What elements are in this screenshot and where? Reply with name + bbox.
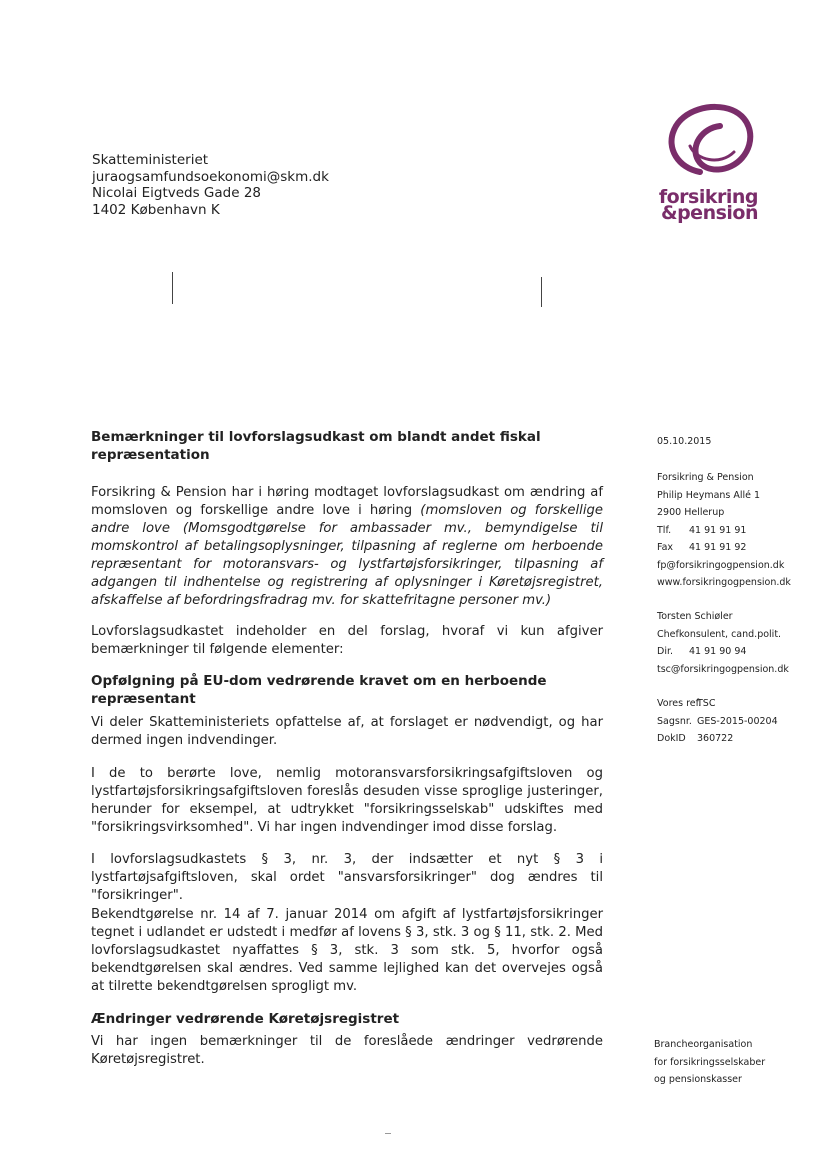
recipient-line: Skatteministeriet — [92, 152, 209, 168]
fold-mark-right — [541, 277, 542, 307]
reference-docid: DokID 360722 — [657, 733, 734, 744]
reference-block — [657, 695, 778, 748]
fold-mark-left — [172, 272, 173, 304]
sender-website: www.forsikringogpension.dk — [657, 577, 791, 588]
paragraph-language — [91, 765, 603, 837]
letter-title — [91, 428, 603, 464]
eu-agree-text: Vi deler Skatteministeriets opfattelse af, at forslaget er nødvendigt, og har dermed ingen indvendinger. — [91, 715, 603, 748]
paragraph-eu-agree — [91, 714, 603, 750]
recipient-line: Nicolai Eigtveds Gade 28 — [92, 185, 262, 201]
scan-mark — [385, 1133, 391, 1134]
sender-street: Philip Heymans Allé 1 — [657, 489, 761, 501]
paragraph-intro — [91, 484, 603, 610]
paragraph-vehicle — [91, 1033, 603, 1069]
recipient-email: juraogsamfundsoekonomi@skm.dk — [92, 168, 329, 185]
recipient-line: 1402 København K — [92, 201, 220, 218]
section-heading-eu — [91, 672, 603, 708]
organization-description — [654, 1036, 765, 1089]
eu-heading: Opfølgning på EU-dom vedrørende kravet om en herboende repræsentant — [91, 673, 547, 707]
logo-line: forsikring — [658, 186, 758, 208]
letter-heading: Bemærkninger til lovforslagsudkast om blandt andet fiskal repræsentation — [91, 429, 541, 463]
paragraph-section3 — [91, 851, 603, 905]
paragraph-order — [91, 906, 603, 996]
letter-date — [657, 433, 711, 451]
intro-text: Forsikring & Pension har i høring modtaget lovforslagsudkast om ændring af momsloven og forskellige andre love i høring — [91, 485, 603, 518]
paragraph-scope — [91, 623, 603, 659]
footer-line: for forsikringsselskaber — [654, 1056, 766, 1068]
date-text: 05.10.2015 — [657, 436, 712, 447]
sender-city: 2900 Hellerup — [657, 507, 725, 518]
intro-italic-text: (momsloven og forskellige andre love (Momsgodtgørelse for ambassader mv., bemyndigelse til momskontrol af betalingsoplysninger, tilpasning af reglerne om herboende repræsentant for motoransvars- og lystfartøjsforsikringer, tilpasning af adgangen til indhentelse og registrering af oplysninger i Køretøjsregistret, afskaffelse af befordringsfradrag mv. for skattefritagne personer mv.) — [91, 503, 603, 608]
section3-text: I lovforslagsudkastets § 3, nr. 3, der indsætter et nyt § 3 i lystfartøjsafgiftsloven, skal ordet "ansvarsforsikringer" dog ændres til "forsikringer". — [91, 852, 603, 903]
sender-phone: Tlf. 41 91 91 91 — [657, 524, 747, 536]
footer-line: og pensionskasser — [654, 1074, 742, 1085]
order-text: Bekendtgørelse nr. 14 af 7. januar 2014 om afgift af lystfartøjsforsikringer tegnet i udlandet er udstedt i medfør af lovens § 3, stk. 3 og § 11, stk. 2. Med lovforslagsudkastet nyaffattes § 3, stk. 3 som stk. 5, hvorfor også bekendtgørelsen skal ændres. Ved samme lejlighed kan det overvejes også at tilrette bekendtgørelsen sprogligt mv. — [91, 907, 603, 994]
section-heading-vehicle — [91, 1010, 603, 1028]
language-text: I de to berørte love, nemlig motoransvarsforsikringsafgiftsloven og lystfartøjsforsikringsafgiftsloven foreslås desuden visse sproglige justeringer, herunder for eksempel, at udtrykket "forsikringsselskab" udskiftes med "forsikringsvirksomhed". Vi har ingen indvendinger imod disse forslag. — [91, 766, 603, 835]
contact-email: tsc@forsikringogpension.dk — [657, 663, 789, 675]
sender-contact-block — [657, 469, 791, 592]
contact-person-block — [657, 608, 789, 678]
logo-line: &pension — [661, 202, 758, 224]
sender-fax: Fax 41 91 91 92 — [657, 542, 747, 553]
reference-case: Sagsnr. GES-2015-00204 — [657, 715, 778, 727]
sender-org: Forsikring & Pension — [657, 472, 754, 483]
recipient-address — [92, 152, 329, 218]
vehicle-heading: Ændringer vedrørende Køretøjsregistret — [91, 1011, 400, 1027]
reference-ours: Vores ref.TSC — [657, 698, 716, 709]
footer-line: Brancheorganisation — [654, 1039, 753, 1050]
company-logo — [640, 96, 780, 226]
contact-name: Torsten Schiøler — [657, 611, 733, 622]
sender-email: fp@forsikringogpension.dk — [657, 559, 785, 571]
logo-swirl-icon — [660, 96, 760, 186]
logo-wordmark — [640, 186, 758, 224]
vehicle-text: Vi har ingen bemærkninger til de foreslåede ændringer vedrørende Køretøjsregistret. — [91, 1034, 603, 1067]
contact-direct-phone: Dir. 41 91 90 94 — [657, 646, 747, 657]
scope-text: Lovforslagsudkastet indeholder en del forslag, hvoraf vi kun afgiver bemærkninger til følgende elementer: — [91, 624, 603, 657]
contact-title: Chefkonsulent, cand.polit. — [657, 628, 782, 640]
